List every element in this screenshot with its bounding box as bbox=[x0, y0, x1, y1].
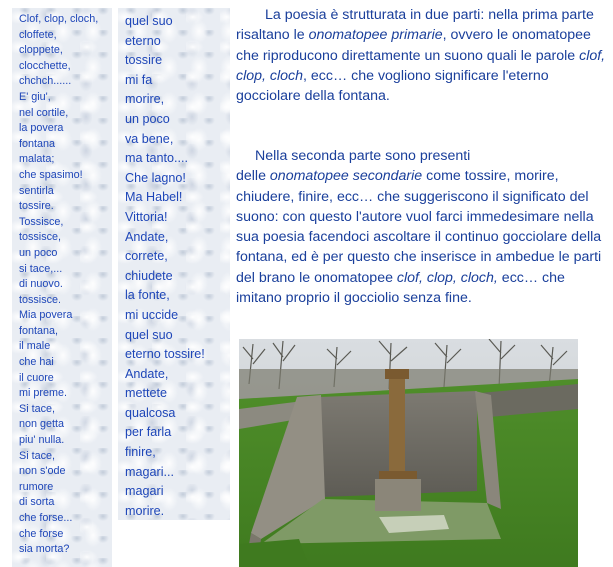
poem-line: piu' nulla. bbox=[19, 434, 65, 447]
poem-line: fontana, bbox=[19, 324, 59, 337]
analysis-text-run: , ecc… che vogliono significare l'eterno gocciolare della fontana. bbox=[236, 67, 549, 105]
poem-line: qualcosa bbox=[125, 405, 176, 420]
poem-line: chiudete bbox=[125, 268, 173, 283]
fountain-pedestal bbox=[375, 479, 421, 511]
poem-line: correte, bbox=[125, 249, 168, 264]
poem-line: quel suo bbox=[125, 14, 173, 28]
poem-line: un poco bbox=[19, 246, 58, 259]
poem-line: eterno bbox=[125, 33, 161, 48]
fountain-column-cap bbox=[385, 369, 409, 379]
poem-line: non s'ode bbox=[19, 465, 66, 478]
analysis-text-run: ecc… che imitano proprio il gocciolio senza fine. bbox=[236, 269, 565, 307]
poem-line: un poco bbox=[125, 111, 170, 126]
poem-line: di nuovo. bbox=[19, 278, 63, 291]
poem-line: morire, bbox=[125, 92, 165, 107]
analysis-text-run: delle bbox=[236, 168, 270, 185]
fountain-column-base bbox=[379, 471, 417, 479]
poem-line: Andate, bbox=[125, 229, 169, 244]
poem-line: cloppete, bbox=[19, 44, 63, 57]
poem-line: nel cortile, bbox=[19, 106, 69, 119]
poem-line: non getta bbox=[19, 418, 65, 431]
poem-line: ma tanto.... bbox=[125, 151, 188, 166]
fountain-photo bbox=[239, 339, 578, 567]
poem-line: mi preme. bbox=[19, 387, 67, 400]
analysis-italic-run: clof, clop, cloch bbox=[236, 47, 606, 84]
poem-line: tossire. bbox=[19, 200, 54, 213]
poem-line: Andate, bbox=[125, 366, 169, 381]
poem-column-right bbox=[118, 8, 230, 520]
poem-line: sentirla bbox=[19, 184, 54, 197]
poem-line: Ma Habel! bbox=[125, 190, 183, 205]
analysis-text-run: La poesia è strutturata in due parti: nella prima parte risaltano le bbox=[236, 7, 594, 44]
poem-line: che hai bbox=[19, 356, 54, 369]
poem-line: rumore bbox=[19, 480, 54, 493]
analysis-text-run: come tossire, morire, chiudere, finire, ecc… che suggeriscono il significato del suono: con questo l'autore vuol farci immedesimare nella sua poesia facendoci ascoltare il continuo gocciolare della fontana, ed è per questo che inserisce in ambedue le parti del brano le onomatopee bbox=[236, 168, 602, 286]
analysis-italic-run: clof, clop, cloch, bbox=[396, 269, 498, 286]
poem-line: eterno tossire! bbox=[125, 347, 205, 362]
poem-line: per farla bbox=[125, 425, 172, 440]
poem-lines-left bbox=[19, 12, 98, 558]
poem-line: si tace,... bbox=[19, 262, 63, 275]
poem-line: tossire bbox=[125, 53, 163, 68]
analysis-text-run: , ovvero le onomatopee che riproducono direttamente un suono quali le parole bbox=[236, 27, 591, 64]
poem-line: cloffete, bbox=[19, 28, 57, 41]
poem-line: mettete bbox=[125, 386, 167, 401]
analysis-italic-run: onomatopee primarie bbox=[308, 27, 443, 44]
poem-line: che forse... bbox=[19, 512, 73, 524]
poem-line: chchch...... bbox=[19, 75, 72, 88]
poem-line: il male bbox=[19, 340, 51, 353]
fountain-column bbox=[389, 369, 405, 471]
poem-line: Che lagno! bbox=[125, 170, 186, 185]
analysis-text-run: Nella seconda parte sono presenti bbox=[255, 148, 471, 164]
poem-column-left bbox=[12, 8, 112, 567]
poem-line: E' giu', bbox=[19, 90, 51, 103]
poem-line: Si tace, bbox=[19, 449, 56, 462]
poem-line: morire. bbox=[125, 503, 165, 518]
poem-line: la povera bbox=[19, 122, 64, 135]
analysis-paragraph-2 bbox=[236, 146, 606, 308]
poem-line: clocchette, bbox=[19, 59, 71, 72]
poem-line: che spasimo! bbox=[19, 168, 83, 181]
poem-line: fontana bbox=[19, 137, 56, 150]
analysis-text bbox=[236, 4, 608, 336]
poem-line: mi uccide bbox=[125, 307, 179, 322]
poem-line: di sorta bbox=[19, 496, 55, 509]
poem-line: il cuore bbox=[19, 371, 54, 384]
poem-line: la fonte, bbox=[125, 288, 170, 303]
poem-line: che forse bbox=[19, 527, 64, 540]
poem-line: magari bbox=[125, 484, 164, 499]
photo-grass-front bbox=[239, 539, 309, 567]
poem-line: tossisce. bbox=[19, 293, 62, 306]
analysis-italic-run: onomatopee secondarie bbox=[269, 168, 423, 185]
poem-line: magari... bbox=[125, 464, 174, 479]
poem-line: va bene, bbox=[125, 131, 174, 146]
poem-line: sia morta? bbox=[19, 543, 70, 556]
poem-line: finire, bbox=[125, 445, 156, 460]
poem-line: Vittoria! bbox=[125, 209, 168, 224]
poem-lines-right bbox=[125, 12, 205, 520]
poem-line: tossisce, bbox=[19, 231, 62, 244]
poem-line: quel suo bbox=[125, 327, 173, 342]
poem-line: mi fa bbox=[125, 72, 153, 87]
poem-line: Tossisce, bbox=[19, 215, 64, 228]
poem-line: Mia povera bbox=[19, 309, 73, 322]
poem-line: Clof, clop, cloch, bbox=[19, 13, 99, 25]
poem-line: Si tace, bbox=[19, 402, 56, 415]
analysis-paragraph-1 bbox=[236, 5, 606, 106]
poem-line: malata; bbox=[19, 153, 55, 166]
